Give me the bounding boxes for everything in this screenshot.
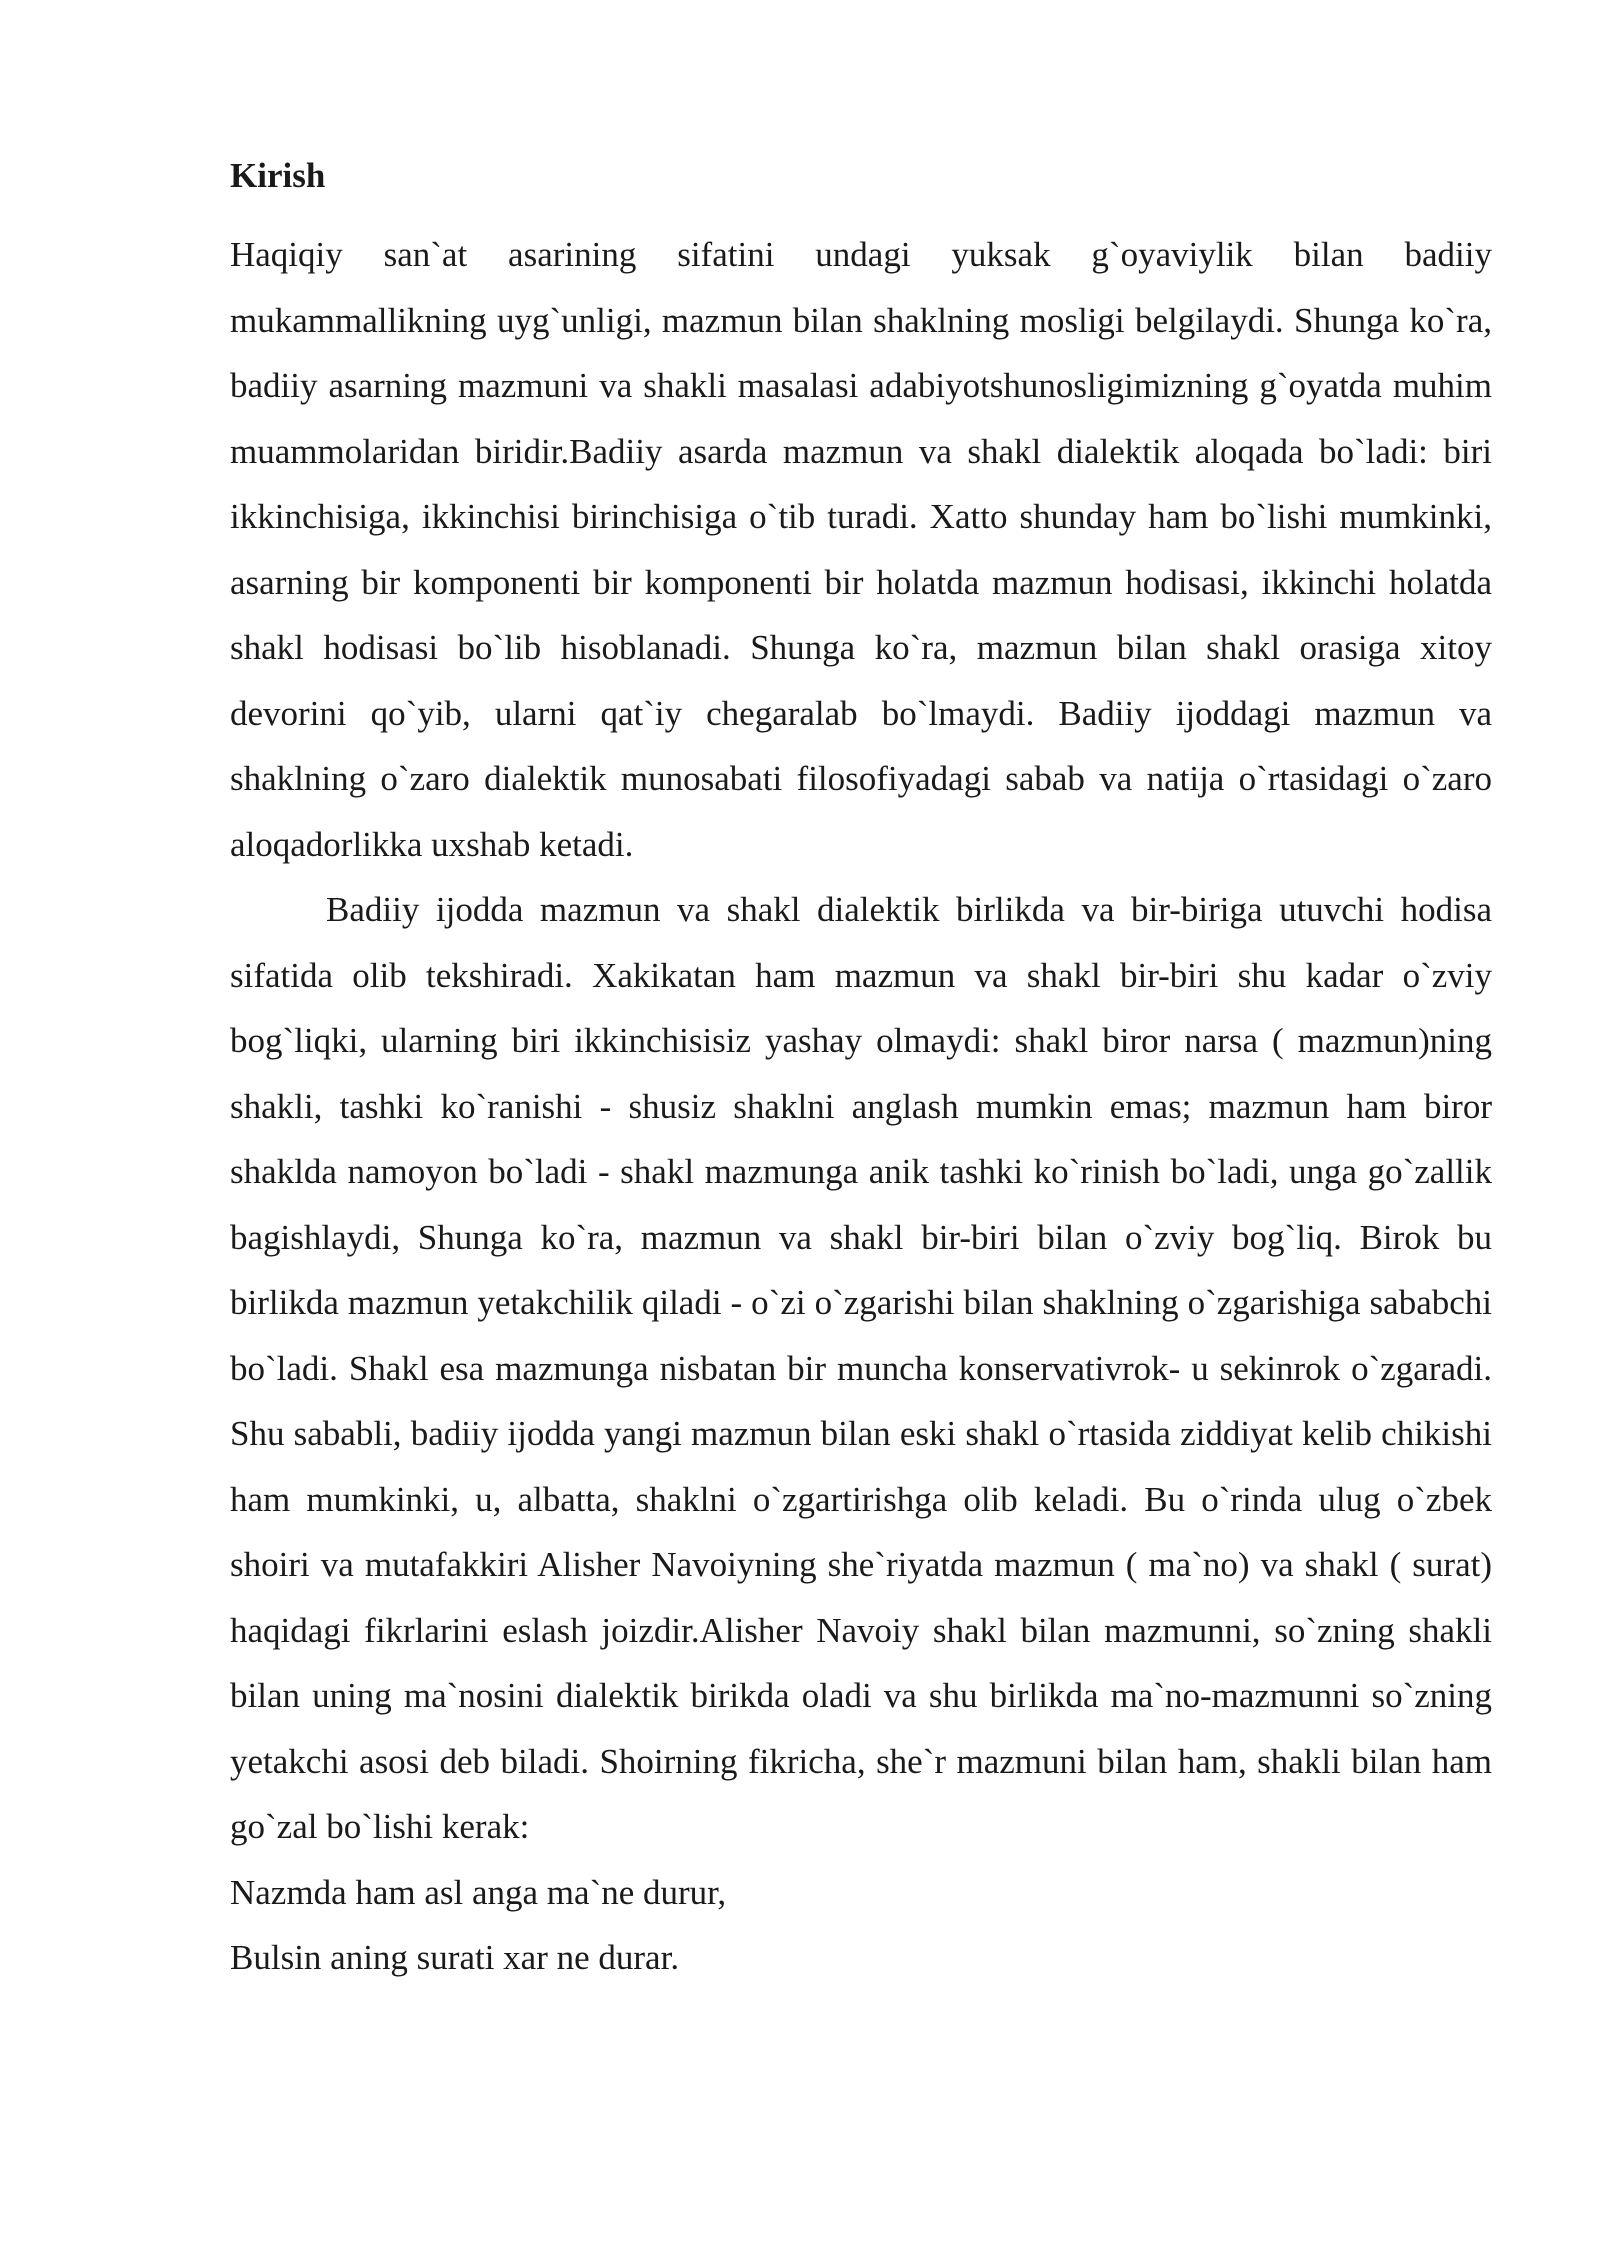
paragraph-2: Badiiy ijodda mazmun va shakl dialektik birlikda va bir-biriga utuvchi hodisa sifatida olib tekshiradi. Xakikatan ham mazmun va shakl bir-biri shu kadar o`zviy bog`liqki, ularning biri ikkinchisisiz yashay olmaydi: shakl biror narsa ( mazmun)ning shakli, tashki ko`ranishi - shusiz shaklni anglash mumkin emas; mazmun ham biror shaklda namoyon bo`ladi - shakl mazmunga anik tashki ko`rinish bo`ladi, unga go`zallik bagishlaydi, Shunga ko`ra, mazmun va shakl bir-biri bilan o`zviy bog`liq. Birok bu birlikda mazmun yetakchilik qiladi - o`zi o`zgarishi bilan shaklning o`zgarishiga sababchi bo`ladi. Shakl esa mazmunga nisbatan bir muncha konservativrok- u sekinrok o`zgaradi. Shu sababli, badiiy ijodda yangi mazmun bilan eski shakl o`rtasida ziddiyat kelib chikishi ham mumkinki, u, albatta, shaklni o`zgartirishga olib keladi. Bu o`rinda ulug o`zbek shoiri va mutafakkiri Alisher Navoiyning she`riyatda mazmun ( ma`no) va shakl ( surat) haqidagi fikrlarini eslash joizdir.Alisher Navoiy shakl bilan mazmunni, so`zning shakli bilan uning ma`nosini dialektik birikda oladi va shu birlikda ma`no-mazmunni so`zning yetakchi asosi deb biladi. Shoirning fikricha, she`r mazmuni bilan ham, shakli bilan ham go`zal bo`lishi kerak: — [230, 890, 1492, 1846]
verse-line-2: Bulsin aning surati xar ne durar. — [230, 1938, 680, 1977]
section-heading: Kirish — [230, 156, 326, 195]
document-body — [230, 148, 1492, 1991]
paragraph-1: Haqiqiy san`at asarining sifatini undagi yuksak g`oyaviylik bilan badiiy mukammallikning uyg`unligi, mazmun bilan shaklning mosligi belgilaydi. Shunga ko`ra, badiiy asarning mazmuni va shakli masalasi adabiyotshunosligimizning g`oyatda muhim muammolaridan biridir.Badiiy asarda mazmun va shakl dialektik aloqada bo`ladi: biri ikkinchisiga, ikkinchisi birinchisiga o`tib turadi. Xatto shunday ham bo`lishi mumkinki, asarning bir komponenti bir komponenti bir holatda mazmun hodisasi, ikkinchi holatda shakl hodisasi bo`lib hisoblanadi. Shunga ko`ra, mazmun bilan shakl orasiga xitoy devorini qo`yib, ularni qat`iy chegaralab bo`lmaydi. Badiiy ijoddagi mazmun va shaklning o`zaro dialektik munosabati filosofiyadagi sabab va natija o`rtasidagi o`zaro aloqadorlikka uxshab ketadi. — [230, 235, 1492, 864]
verse-line-1: Nazmda ham asl anga ma`ne durur, — [230, 1872, 727, 1912]
